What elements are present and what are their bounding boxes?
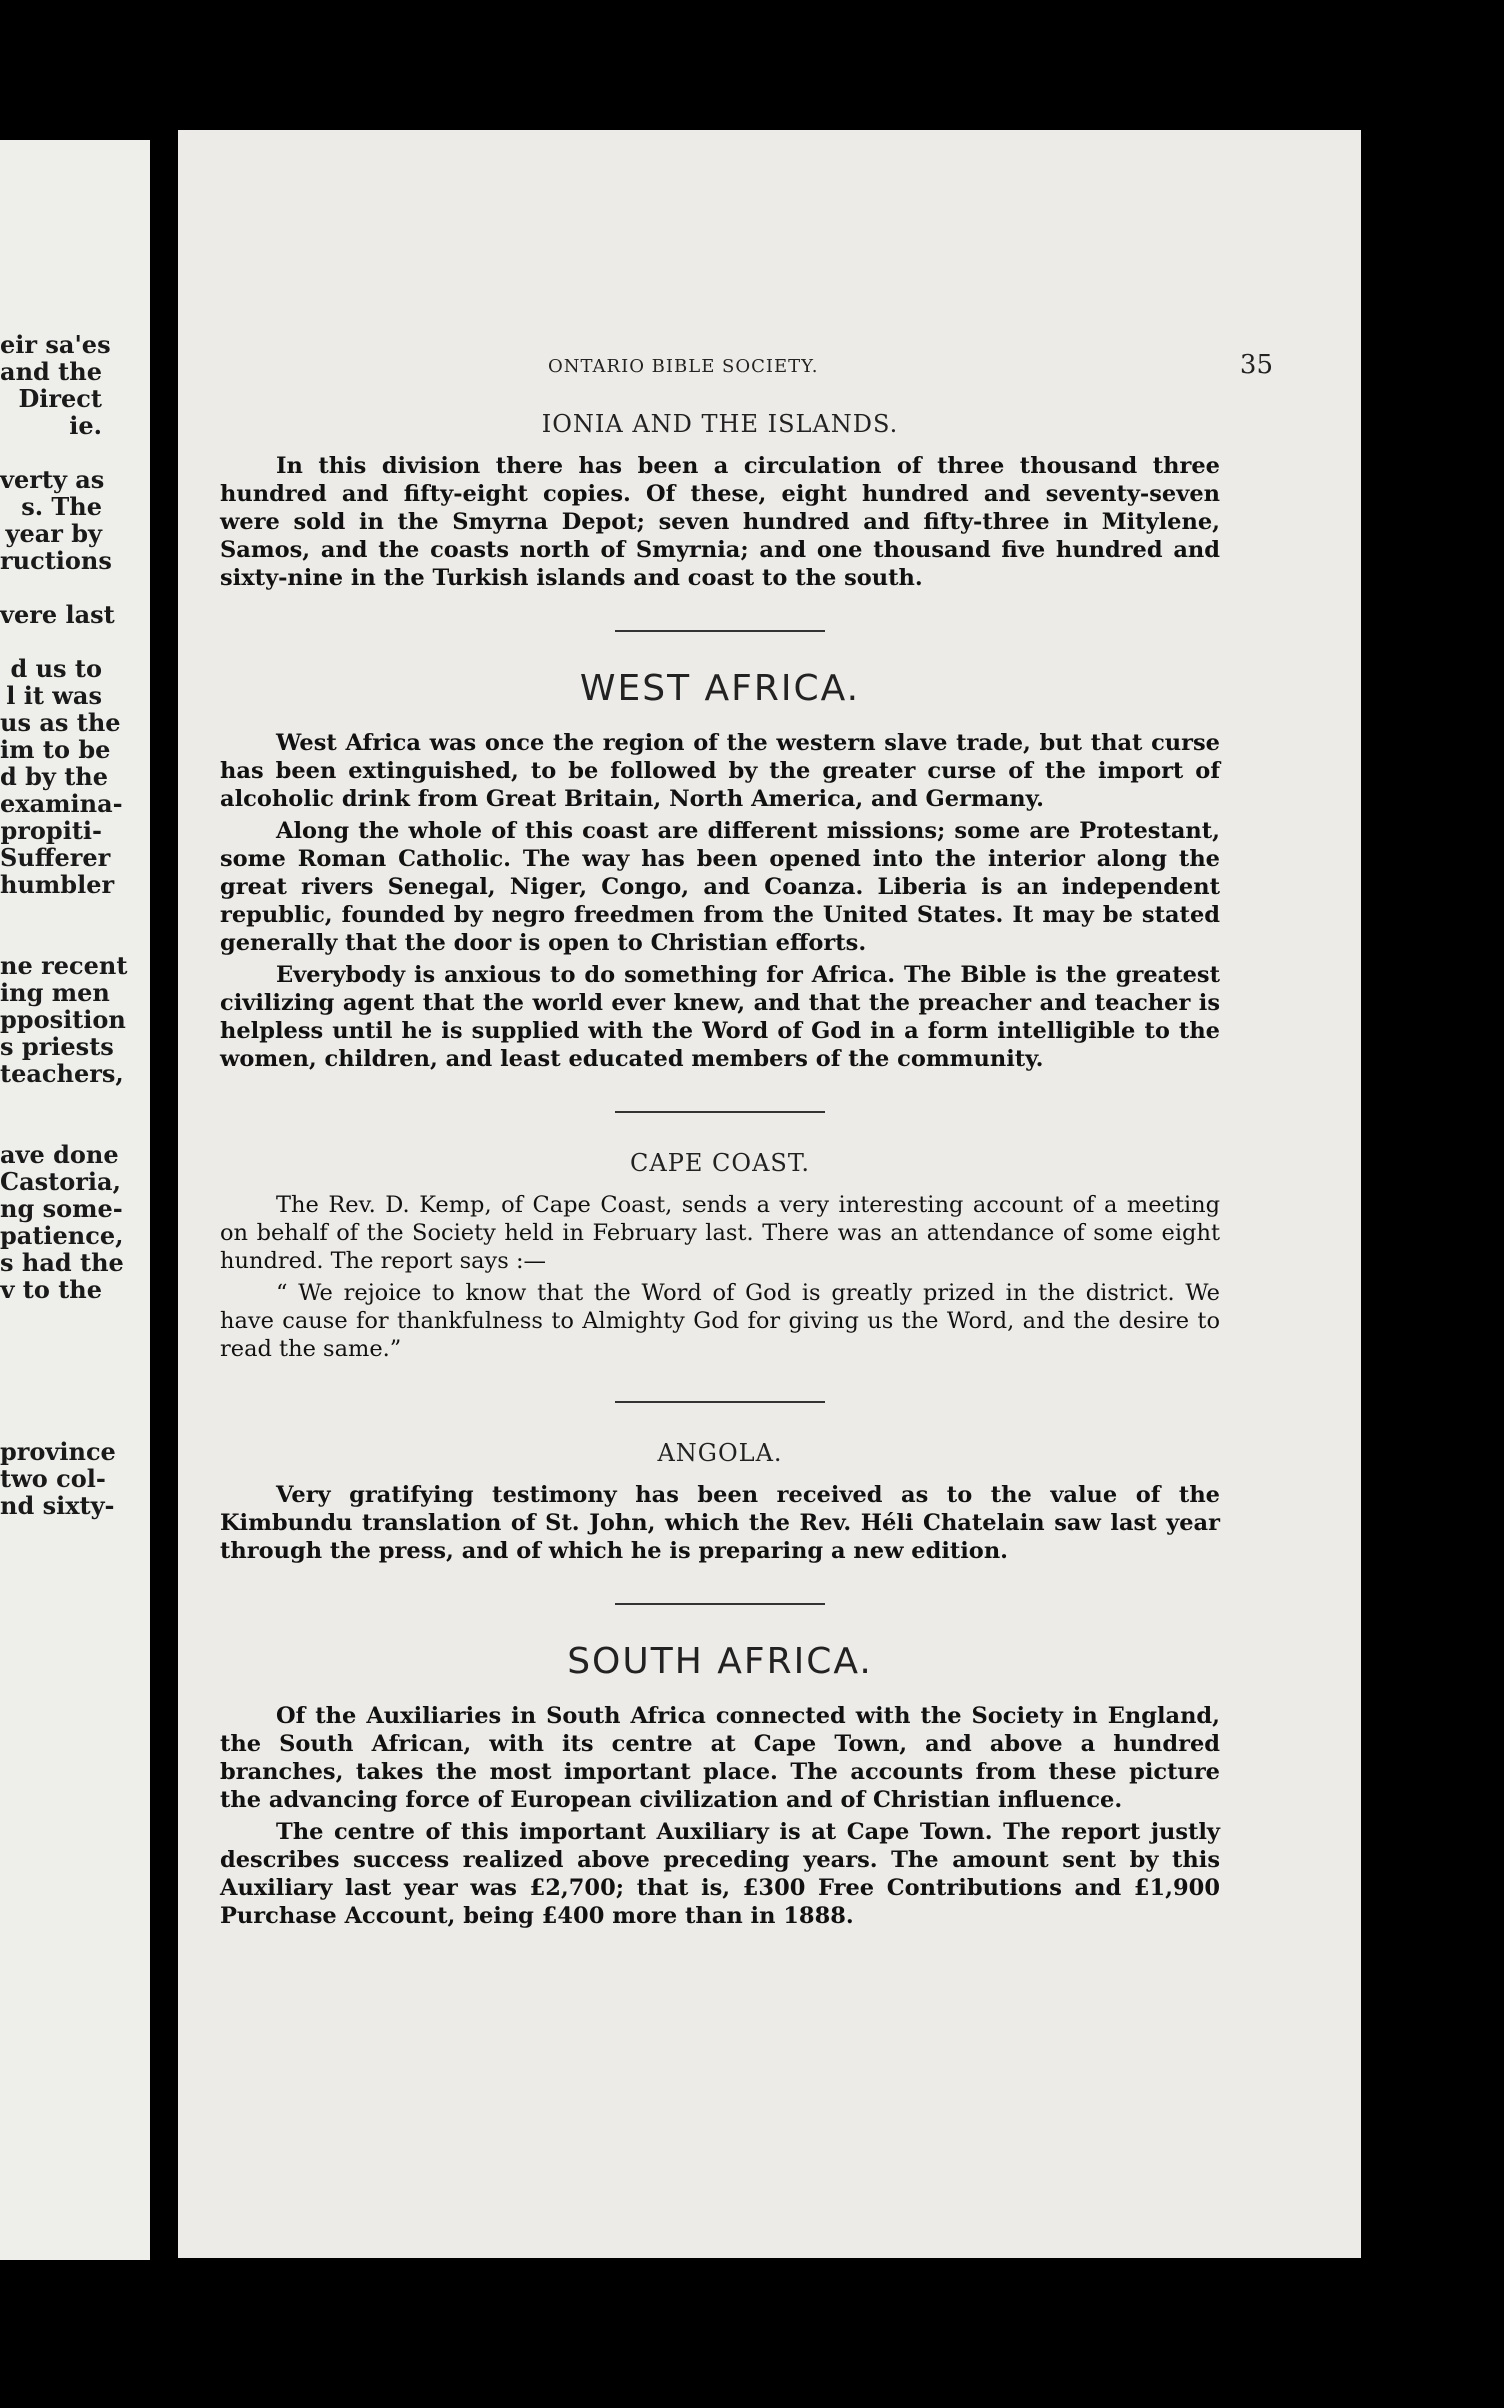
facing-page-line: teachers, (0, 1059, 124, 1088)
facing-page-line: year by (5, 519, 102, 548)
facing-page-line: two col- (0, 1464, 106, 1493)
paragraph: West Africa was once the region of the western slave trade, but that curse has been extinguished, to be followed by the greater curse of the import of alcoholic drink from Great Britain, North America, and Germany. (220, 730, 1220, 812)
section-title-cape-coast: CAPE COAST. (630, 1149, 810, 1177)
facing-page-line: ructions (0, 546, 112, 575)
facing-page-line: s priests (0, 1032, 114, 1061)
page-header (178, 350, 1361, 386)
facing-page-line: ie. (69, 411, 102, 440)
paragraph: Very gratifying testimony has been received as to the value of the Kimbundu translation of St. John, which the Rev. Héli Chatelain saw last year through the press, and of which he is preparing a new edition. (220, 1482, 1220, 1564)
facing-page-line: humbler (0, 870, 115, 899)
facing-page-line: nd sixty- (0, 1491, 115, 1520)
running-head: ONTARIO BIBLE SOCIETY. (548, 356, 819, 377)
facing-page-line: im to be (0, 735, 111, 764)
section-divider (615, 1603, 825, 1605)
paragraph: The centre of this important Auxiliary is at Cape Town. The report justly describes success realized above preceding years. The amount sent by this Auxiliary last year was £2,700; that is, £300 Free Contributions and £1,900 Purchase Account, being £400 more than in 1888. (220, 1819, 1220, 1929)
page-number: 35 (1239, 350, 1273, 380)
facing-page-line: propiti- (0, 816, 102, 845)
section-divider (615, 630, 825, 632)
facing-page-line: pposition (0, 1005, 126, 1034)
facing-page-line: d us to (10, 654, 102, 683)
facing-page-line: d by the (0, 762, 109, 791)
section-title-west-africa: WEST AFRICA. (579, 668, 861, 709)
section-divider (615, 1111, 825, 1113)
facing-page-line: examina- (0, 789, 123, 818)
quotation: “ We rejoice to know that the Word of God is greatly prized in the district. We have cause for thankfulness to Almighty God for giving us the Word, and the desire to read the same.” (220, 1280, 1220, 1362)
book-page (178, 130, 1361, 2258)
section-title-south-africa: SOUTH AFRICA. (567, 1641, 873, 1682)
facing-page-line: province (0, 1437, 116, 1466)
facing-page-line: us as the (0, 708, 121, 737)
facing-page-line: verty as (0, 465, 105, 494)
section-title-angola: ANGOLA. (657, 1439, 783, 1467)
facing-page-line: patience, (0, 1221, 124, 1250)
paragraph: In this division there has been a circulation of three thousand three hundred and fifty-eight copies. Of these, eight hundred and seventy-seven were sold in the Smyrna Depot; seven hundred and fifty-three in Mitylene, Samos, and the coasts north of Smyrnia; and one thousand five hundred and sixty-nine in the Turkish islands and coast to the south. (220, 453, 1220, 591)
facing-page-line: v to the (0, 1275, 102, 1304)
facing-page-line: ng some- (0, 1194, 123, 1223)
facing-page-line: eir sa'es (0, 330, 111, 359)
facing-page-line: vere last (0, 600, 115, 629)
facing-page-line: and the (0, 357, 102, 386)
facing-page-line: ave done (0, 1140, 119, 1169)
facing-page-line: s had the (0, 1248, 124, 1277)
facing-page-line: Direct (18, 384, 102, 413)
paragraph: Of the Auxiliaries in South Africa connected with the Society in England, the South African, with its centre at Cape Town, and above a hundred branches, takes the most important place. The accounts from these picture the advancing force of European civilization and of Christian influence. (220, 1703, 1220, 1813)
facing-page-fragment (0, 140, 150, 2260)
facing-page-line: Sufferer (0, 843, 111, 872)
facing-page-line: Castoria, (0, 1167, 121, 1196)
paragraph: Everybody is anxious to do something for Africa. The Bible is the greatest civilizing agent that the world ever knew, and that the preacher and teacher is helpless until he is supplied with the Word of God in a form intelligible to the women, children, and least educated members of the community. (220, 962, 1220, 1072)
facing-page-line: ne recent (0, 951, 128, 980)
paragraph: The Rev. D. Kemp, of Cape Coast, sends a very interesting account of a meeting on behalf of the Society held in February last. There was an attendance of some eight hundred. The report says :— (220, 1192, 1220, 1274)
facing-page-line: l it was (6, 681, 102, 710)
page-gutter (150, 130, 178, 2270)
page-content (220, 410, 1220, 1934)
facing-page-line: ing men (0, 978, 110, 1007)
paragraph: Along the whole of this coast are different missions; some are Protestant, some Roman Catholic. The way has been opened into the interior along the great rivers Senegal, Niger, Congo, and Coanza. Liberia is an independent republic, founded by negro freedmen from the United States. It may be stated generally that the door is open to Christian efforts. (220, 818, 1220, 956)
section-title-ionia: IONIA AND THE ISLANDS. (541, 410, 899, 438)
facing-page-line: s. The (21, 492, 102, 521)
section-divider (615, 1401, 825, 1403)
